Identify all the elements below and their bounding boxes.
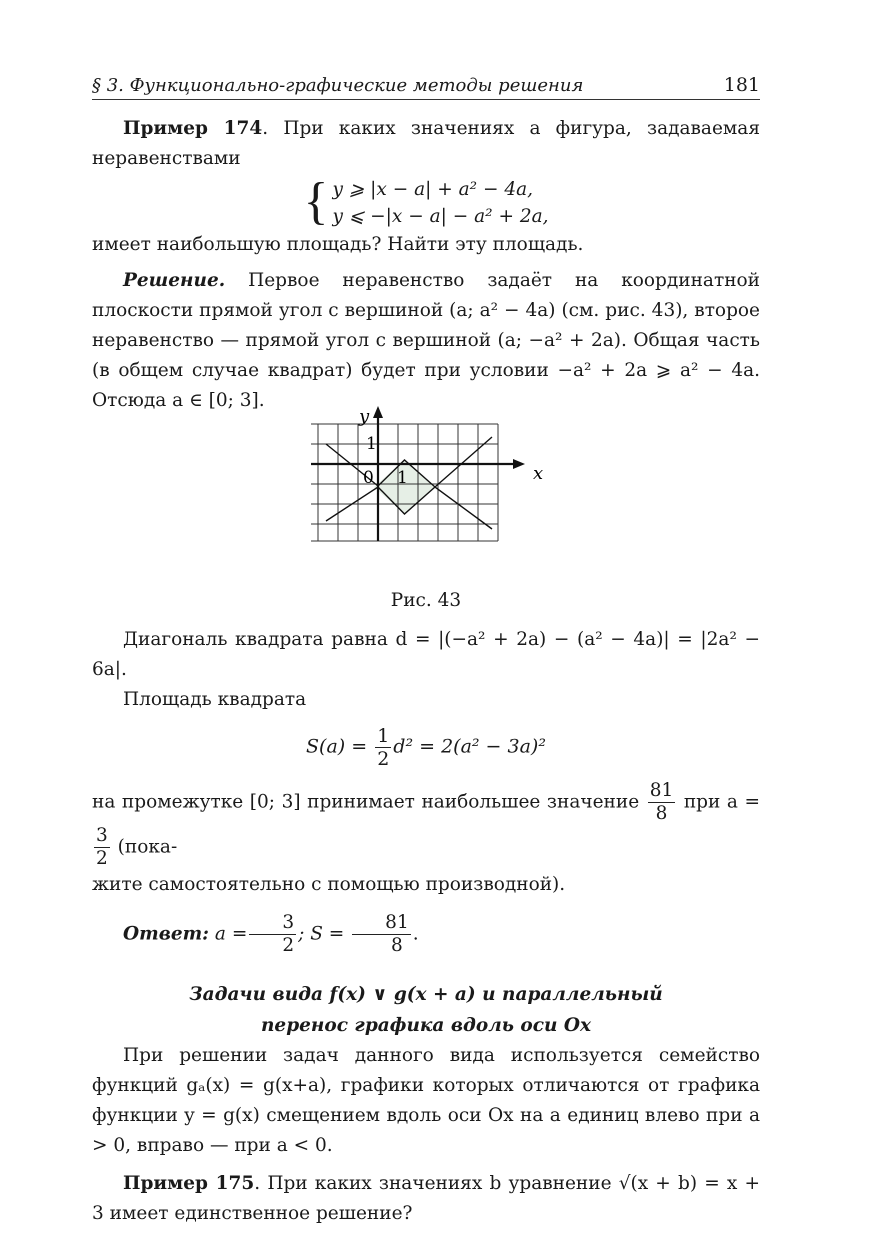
- running-header: [92, 74, 760, 100]
- area-rhs: d² = 2(a² − 3a)²: [393, 735, 546, 758]
- x-one-label: 1: [397, 468, 408, 488]
- section-heading-line1: Задачи вида f(x) ∨ g(x + a) и параллельный: [189, 984, 663, 1005]
- section-heading-line2: перенос графика вдоль оси Ox: [260, 1015, 592, 1036]
- solution-label: Решение.: [123, 270, 226, 291]
- answer-s-num: 81: [352, 912, 411, 935]
- inequality-1: y ⩾ |x − a| + a² − 4a,: [332, 179, 534, 200]
- example-174-label: Пример 174: [123, 118, 263, 139]
- y-axis-label: y: [359, 406, 370, 427]
- inequality-2: y ⩽ −|x − a| − a² + 2a,: [332, 206, 549, 227]
- answer-s-fraction: [352, 912, 411, 957]
- x-axis-label: x: [533, 463, 544, 484]
- max-part3: (пока-: [117, 836, 178, 858]
- answer-a-eq: a =: [214, 923, 248, 945]
- max-part1: на промежутке [0; 3] принимает наибольшее значение: [92, 791, 640, 813]
- max-num: 81: [649, 780, 674, 801]
- example-174-text: . При каких значениях a фигура, задаваемая неравенствами: [92, 118, 760, 169]
- page-number: 181: [723, 74, 760, 96]
- max-a-num: 3: [96, 825, 108, 846]
- max-a-den: 2: [96, 848, 108, 869]
- origin-label: 0: [363, 468, 374, 488]
- example-174: [92, 114, 760, 174]
- header-title: § 3. Функционально-графические методы решения: [92, 75, 584, 96]
- example-175-label: Пример 175: [123, 1173, 255, 1194]
- area-label: Площадь квадрата: [123, 689, 307, 710]
- max-den: 8: [655, 803, 668, 824]
- answer-a-den: 2: [282, 935, 295, 956]
- solution: [92, 266, 760, 416]
- answer: [92, 912, 760, 957]
- page: [92, 74, 760, 1229]
- answer-s-eq: ; S =: [298, 923, 345, 945]
- half-fraction: [375, 725, 391, 770]
- max-part2: при a =: [683, 791, 761, 813]
- solution-text: Первое неравенство задаёт на координатной плоскости прямой угол с вершиной (a; a² − 4a) (см. рис. 43), второе неравенство — прямой угол с вершиной (a; −a² + 2a). Общая часть (в общем случае квадрат) будет при условии −a² + 2a ⩾ a² − 4a. Отсюда a ∈ [0; 3].: [92, 270, 760, 411]
- y-one-label: 1: [366, 434, 377, 454]
- example-175: [92, 1169, 760, 1229]
- section-text: При решении задач данного вида используется семейство функций gₐ(x) = g(x+a), графики которых отличаются от графика функции y = g(x) смещением вдоль оси Ox на a единиц влево при a > 0, вправо — при a < 0.: [92, 1045, 760, 1156]
- max-a-fraction: [94, 825, 110, 870]
- max-value-fraction: [648, 780, 676, 825]
- x-axis-arrow: [513, 459, 525, 469]
- system-brace: {: [303, 173, 329, 230]
- figure-43-graph: [311, 406, 544, 584]
- max-text: [92, 780, 760, 870]
- diagonal-text: Диагональ квадрата равна d = |(−a² + 2a) − (a² − 4a)| = |2a² − 6a|.: [92, 629, 760, 680]
- answer-s-den: 8: [391, 935, 403, 956]
- area-lhs: S(a) =: [306, 735, 368, 758]
- example-175-text: . При каких значениях b уравнение √(x + b) = x + 3 имеет единственное решение?: [92, 1173, 760, 1224]
- answer-a-num: 3: [249, 912, 296, 935]
- answer-label: Ответ:: [123, 923, 210, 945]
- figure-43: [92, 406, 760, 611]
- half-num: 1: [377, 725, 390, 747]
- answer-end: .: [412, 923, 419, 945]
- half-den: 2: [377, 748, 390, 770]
- area-formula: [92, 725, 760, 770]
- example-174-question: имеет наибольшую площадь? Найти эту площадь.: [92, 234, 584, 255]
- inequality-system: [92, 173, 760, 230]
- figure-caption: Рис. 43: [390, 590, 462, 611]
- answer-a-fraction: [249, 912, 296, 957]
- max-line2: жите самостоятельно с помощью производной).: [92, 874, 566, 895]
- section-heading: [92, 979, 760, 1041]
